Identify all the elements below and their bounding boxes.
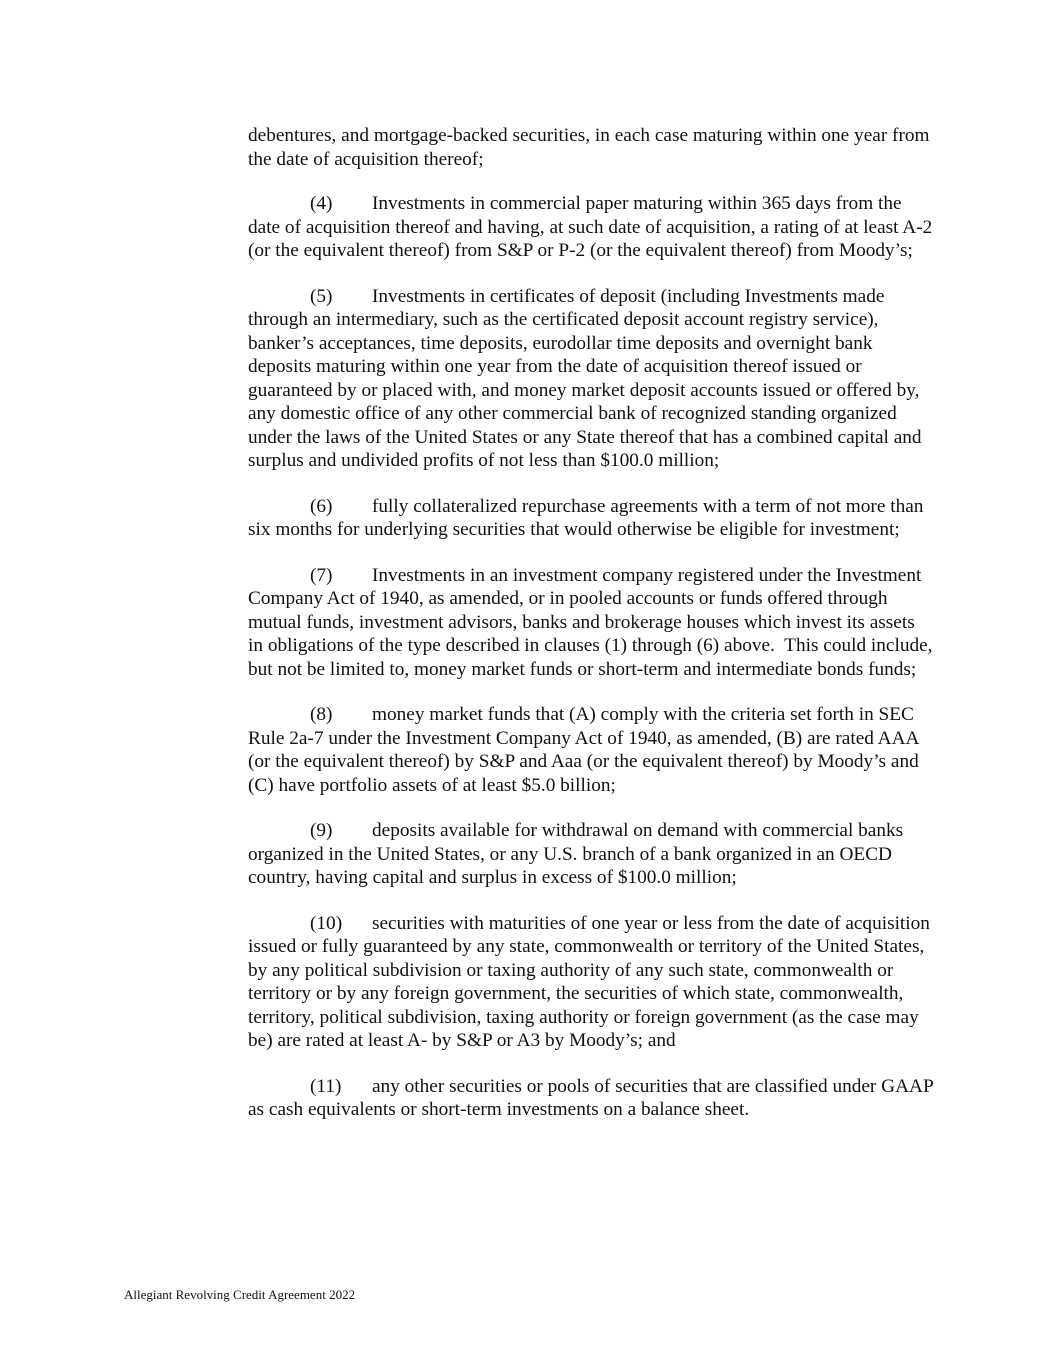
clause-text: deposits available for withdrawal on demand with commercial banks organized in the United States, or any U.S. branch of a bank organized in an OECD country, having capital and surplus in excess of $100.0 million; <box>248 820 904 888</box>
clause-number: (5) <box>310 285 333 307</box>
clause-11 <box>248 1075 933 1122</box>
page-footer: Allegiant Revolving Credit Agreement 2022 <box>124 1287 356 1302</box>
clause-number: (9) <box>310 820 333 841</box>
clause-text: Investments in commercial paper maturing within 365 days from the date of acquisition thereof and having, at such date of acquisition, a rating of at least A-2 (or the equivalent thereof) from S&P or P-2 (or the equivalent thereof) from Moody’s; <box>248 193 933 261</box>
clause-text: fully collateralized repurchase agreements with a term of not more than six months for underlying securities that would otherwise be eligible for investment; <box>248 495 924 540</box>
clause-5 <box>248 285 933 473</box>
clause-number: (4) <box>310 193 333 214</box>
clause-number: (8) <box>310 704 333 725</box>
clause-6 <box>248 495 933 542</box>
clause-text: Investments in an investment company registered under the Investment Company Act of 1940, as amended, or in pooled accounts or funds offered through mutual funds, investment advisors, banks and brokerage houses which invest its assets in obligations of the type described in clauses (1) through (6) above. This could include, but not be limited to, money market funds or short-term and intermediate bonds funds; <box>248 564 938 680</box>
clause-9 <box>248 819 933 890</box>
clause-text: securities with maturities of one year or less from the date of acquisition issued or fully guaranteed by any state, commonwealth or territory of the United States, by any political subdivision or taxing authority of any such state, commonwealth or territory or by any foreign government, the securities of which state, commonwealth, territory, political subdivision, taxing authority or foreign government (as the case may be) are rated at least A- by S&P or A3 by Moody’s; and <box>248 912 930 1051</box>
clause-number: (10) <box>310 912 343 934</box>
clause-number: (11) <box>310 1075 342 1097</box>
document-body <box>248 124 938 1144</box>
clause-7 <box>248 564 938 682</box>
clause-text: any other securities or pools of securities that are classified under GAAP as cash equivalents or short-term investments on a balance sheet. <box>248 1075 933 1120</box>
clause-number: (7) <box>310 564 333 586</box>
clause-text: money market funds that (A) comply with the criteria set forth in SEC Rule 2a-7 under the Investment Company Act of 1940, as amended, (B) are rated AAA (or the equivalent thereof) by S&P and Aaa (or the equivalent thereof) by Moody’s and (C) have portfolio assets of at least $5.0 billion; <box>248 704 919 796</box>
clause-text: Investments in certificates of deposit (including Investments made through an intermediary, such as the certificated deposit account registry service), banker’s acceptances, time deposits, eurodollar time deposits and overnight bank deposits maturing within one year from the date of acquisition thereof issued or guaranteed by or placed with, and money market deposit accounts issued or offered by, any domestic office of any other commercial bank of recognized standing organized under the laws of the United States or any State thereof that has a combined capital and surplus and undivided profits of not less than $100.0 million; <box>248 285 922 471</box>
clause-8 <box>248 703 933 797</box>
continuation-paragraph: debentures, and mortgage-backed securities, in each case maturing within one year from the date of acquisition thereof; <box>248 125 930 170</box>
clause-number: (6) <box>310 495 333 517</box>
clause-10 <box>248 912 933 1053</box>
clause-4 <box>248 192 933 263</box>
